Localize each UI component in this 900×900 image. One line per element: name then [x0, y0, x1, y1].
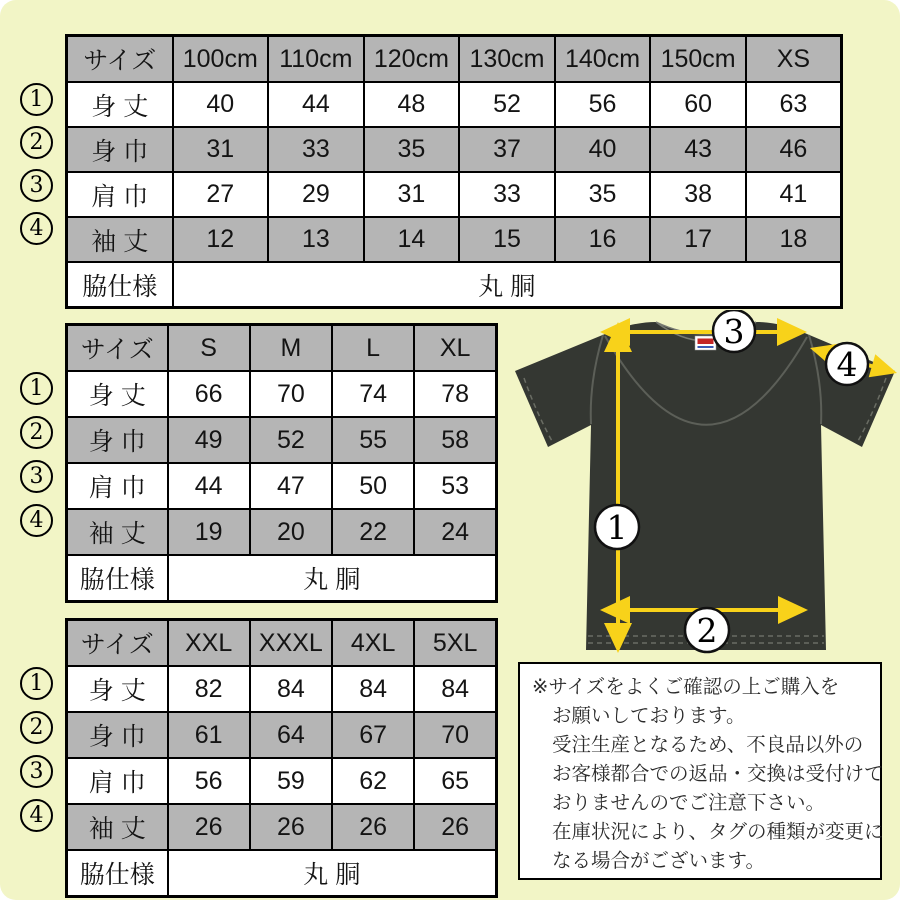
value-cell: 13: [268, 217, 364, 262]
value-cell: 59: [250, 758, 332, 804]
value-cell: 84: [332, 666, 414, 712]
value-cell: 26: [332, 804, 414, 850]
row-label: 肩 巾: [67, 172, 173, 217]
value-cell: 49: [168, 417, 250, 463]
value-cell: 64: [250, 712, 332, 758]
value-cell: 16: [555, 217, 651, 262]
note-line: 受注生産となるため、不良品以外の: [552, 734, 864, 756]
header-cell: XXXL: [250, 620, 332, 667]
marker-number: 4: [29, 802, 44, 828]
value-cell: 58: [414, 417, 496, 463]
table-row: [67, 371, 497, 417]
tshirt-illustration: [510, 310, 900, 655]
row-marker-3: [20, 169, 53, 202]
value-cell: 40: [555, 127, 651, 172]
row-label: 身 巾: [67, 712, 168, 758]
table-row: [67, 666, 497, 712]
header-cell: 110cm: [268, 36, 364, 83]
header-cell: 5XL: [414, 620, 496, 667]
row-marker-3: [20, 460, 53, 493]
table-row: [67, 172, 842, 217]
note-line: なる場合がございます。: [552, 850, 765, 872]
header-cell: 140cm: [555, 36, 651, 83]
value-cell: 35: [364, 127, 460, 172]
row-label: 肩 巾: [67, 463, 168, 509]
value-cell: 26: [250, 804, 332, 850]
value-cell: 56: [168, 758, 250, 804]
value-cell: 38: [650, 172, 746, 217]
header-cell: サイズ: [67, 620, 168, 667]
row-label: 身 巾: [67, 417, 168, 463]
table-row: [67, 509, 497, 555]
note-line: お客様都合での返品・交換は受付けて: [552, 763, 884, 785]
row-label: 袖 丈: [67, 804, 168, 850]
note-line: おりませんのでご注意下さい。: [552, 792, 826, 814]
marker-number: 2: [29, 419, 44, 445]
table-row: [67, 217, 842, 262]
value-cell: 74: [332, 371, 414, 417]
value-cell: 84: [250, 666, 332, 712]
value-cell: 44: [268, 82, 364, 127]
note-line: ※サイズをよくご確認の上ご購入を: [532, 676, 840, 698]
value-cell: 17: [650, 217, 746, 262]
header-cell: XS: [746, 36, 842, 83]
table-header-row: [67, 620, 497, 667]
marker-number: 1: [29, 86, 44, 112]
marker-number: 3: [29, 758, 44, 784]
row-label: 身 丈: [67, 666, 168, 712]
size-table-plus: [65, 618, 498, 898]
row-marker-1: [20, 667, 53, 700]
table-row: [67, 463, 497, 509]
value-cell: 63: [746, 82, 842, 127]
shirt-marker-1: 1: [606, 508, 628, 547]
value-cell: 33: [268, 127, 364, 172]
row-label: 身 丈: [67, 82, 173, 127]
value-cell: 19: [168, 509, 250, 555]
tshirt-diagram: [510, 310, 900, 655]
table-row: [67, 127, 842, 172]
marker-number: 4: [29, 215, 44, 241]
row-marker-1: [20, 372, 53, 405]
row-marker-4: [20, 212, 53, 245]
header-cell: XL: [414, 325, 496, 372]
row-marker-2: [20, 711, 53, 744]
marker-number: 4: [29, 507, 44, 533]
row-label: 袖 丈: [67, 509, 168, 555]
value-cell: 46: [746, 127, 842, 172]
shirt-marker-3: 3: [723, 312, 745, 351]
value-cell: 20: [250, 509, 332, 555]
purchase-note-box: [518, 662, 882, 880]
table-footer-row: [67, 850, 497, 897]
marker-number: 1: [29, 375, 44, 401]
value-cell: 78: [414, 371, 496, 417]
footer-label: 脇仕様: [67, 850, 168, 897]
value-cell: 40: [173, 82, 269, 127]
neck-label: [695, 336, 716, 350]
value-cell: 43: [650, 127, 746, 172]
table-header-row: [67, 36, 842, 83]
value-cell: 31: [173, 127, 269, 172]
header-cell: 4XL: [332, 620, 414, 667]
value-cell: 18: [746, 217, 842, 262]
footer-value: 丸 胴: [173, 262, 842, 308]
value-cell: 70: [250, 371, 332, 417]
row-marker-4: [20, 799, 53, 832]
row-label: 身 巾: [67, 127, 173, 172]
value-cell: 56: [555, 82, 651, 127]
row-label: 袖 丈: [67, 217, 173, 262]
footer-value: 丸 胴: [168, 555, 497, 602]
header-cell: 130cm: [459, 36, 555, 83]
marker-number: 3: [29, 463, 44, 489]
value-cell: 27: [173, 172, 269, 217]
note-line: 在庫状況により、タグの種類が変更に: [552, 821, 884, 843]
value-cell: 52: [250, 417, 332, 463]
value-cell: 15: [459, 217, 555, 262]
row-marker-2: [20, 416, 53, 449]
marker-number: 3: [29, 172, 44, 198]
header-cell: XXL: [168, 620, 250, 667]
row-marker-2: [20, 126, 53, 159]
value-cell: 14: [364, 217, 460, 262]
marker-number: 1: [29, 670, 44, 696]
shirt-marker-4: 4: [836, 345, 858, 384]
value-cell: 82: [168, 666, 250, 712]
value-cell: 48: [364, 82, 460, 127]
footer-label: 脇仕様: [67, 555, 168, 602]
row-label: 肩 巾: [67, 758, 168, 804]
value-cell: 26: [414, 804, 496, 850]
row-marker-3: [20, 755, 53, 788]
value-cell: 66: [168, 371, 250, 417]
size-table-kids: [65, 34, 843, 309]
value-cell: 65: [414, 758, 496, 804]
value-cell: 26: [168, 804, 250, 850]
header-cell: 100cm: [173, 36, 269, 83]
header-cell: M: [250, 325, 332, 372]
value-cell: 47: [250, 463, 332, 509]
footer-value: 丸 胴: [168, 850, 497, 897]
marker-number: 2: [29, 714, 44, 740]
value-cell: 44: [168, 463, 250, 509]
header-cell: S: [168, 325, 250, 372]
row-marker-1: [20, 83, 53, 116]
table-row: [67, 417, 497, 463]
table-footer-row: [67, 262, 842, 308]
value-cell: 67: [332, 712, 414, 758]
header-cell: 120cm: [364, 36, 460, 83]
shirt-marker-2: 2: [696, 611, 718, 650]
marker-number: 2: [29, 129, 44, 155]
value-cell: 12: [173, 217, 269, 262]
table-row: [67, 758, 497, 804]
value-cell: 55: [332, 417, 414, 463]
header-cell: 150cm: [650, 36, 746, 83]
size-table-adult: [65, 323, 498, 603]
table-row: [67, 82, 842, 127]
value-cell: 61: [168, 712, 250, 758]
value-cell: 35: [555, 172, 651, 217]
value-cell: 53: [414, 463, 496, 509]
header-cell: サイズ: [67, 325, 168, 372]
value-cell: 70: [414, 712, 496, 758]
value-cell: 22: [332, 509, 414, 555]
value-cell: 37: [459, 127, 555, 172]
value-cell: 41: [746, 172, 842, 217]
value-cell: 50: [332, 463, 414, 509]
table-header-row: [67, 325, 497, 372]
table-row: [67, 804, 497, 850]
value-cell: 24: [414, 509, 496, 555]
header-cell: サイズ: [67, 36, 173, 83]
header-cell: L: [332, 325, 414, 372]
value-cell: 29: [268, 172, 364, 217]
table-footer-row: [67, 555, 497, 602]
value-cell: 31: [364, 172, 460, 217]
row-marker-4: [20, 504, 53, 537]
note-line: お願いしております。: [552, 705, 746, 727]
value-cell: 84: [414, 666, 496, 712]
value-cell: 33: [459, 172, 555, 217]
value-cell: 60: [650, 82, 746, 127]
footer-label: 脇仕様: [67, 262, 173, 308]
value-cell: 52: [459, 82, 555, 127]
table-row: [67, 712, 497, 758]
value-cell: 62: [332, 758, 414, 804]
row-label: 身 丈: [67, 371, 168, 417]
